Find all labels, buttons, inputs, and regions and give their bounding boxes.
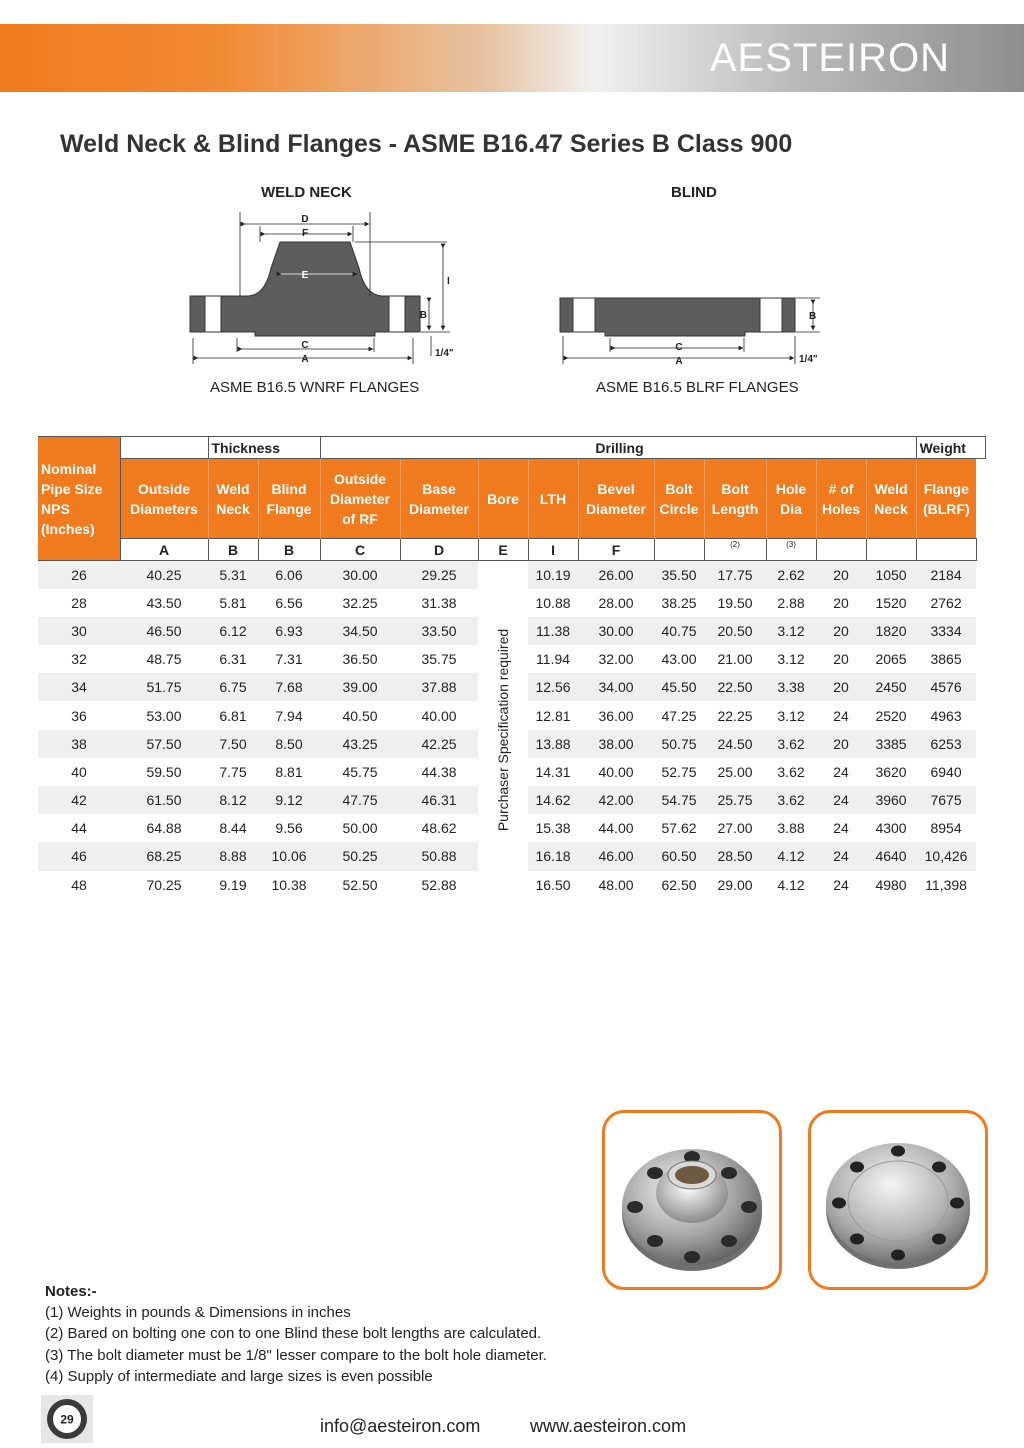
table-cell: 2450 xyxy=(866,673,916,701)
table-cell: 7.68 xyxy=(258,673,320,701)
table-cell: 26.00 xyxy=(578,561,654,589)
table-cell: 42.00 xyxy=(578,786,654,814)
table-cell: 10.06 xyxy=(258,842,320,870)
blind-dim-c-label: C xyxy=(675,342,683,353)
table-cell: 8.12 xyxy=(208,786,258,814)
header-blind-flange-thickness: Blind Flange xyxy=(258,459,320,539)
table-cell: 24 xyxy=(816,842,866,870)
header-weight-flange: Flange (BLRF) xyxy=(916,459,976,539)
page-badge xyxy=(41,1395,93,1443)
table-cell: 14.31 xyxy=(535,763,571,780)
dim-a-label: A xyxy=(301,354,309,365)
table-cell: 50.75 xyxy=(654,730,704,758)
header-outside-diameter-rf: Outside Diameter of RF xyxy=(320,459,400,539)
table-cell: 24.50 xyxy=(704,730,766,758)
table-cell: 57.50 xyxy=(120,730,208,758)
group-thickness: Thickness xyxy=(208,437,320,459)
dim-i-label: I xyxy=(447,276,450,287)
table-cell: 48.75 xyxy=(146,651,182,668)
table-cell: 3.38 xyxy=(766,673,816,701)
table-cell: 40.00 xyxy=(421,707,457,724)
blind-flange-photo xyxy=(808,1110,988,1290)
bore-note-cell xyxy=(478,561,528,899)
table-cell: 8.81 xyxy=(275,763,303,780)
table-cell: 7.75 xyxy=(219,763,247,780)
table-cell: 46 xyxy=(38,842,120,870)
table-cell: 19.50 xyxy=(717,594,753,611)
table-cell: 6.81 xyxy=(219,707,247,724)
table-cell: 6.56 xyxy=(275,594,303,611)
table-cell: 22.50 xyxy=(704,673,766,701)
table-cell: 5.81 xyxy=(219,594,247,611)
table-cell: 40.75 xyxy=(654,617,704,645)
weld-neck-flange-icon xyxy=(605,1113,779,1287)
header-outside-diameters: Outside Diameters xyxy=(120,459,208,539)
table-cell: 50.88 xyxy=(400,842,478,870)
table-cell: 54.75 xyxy=(654,786,704,814)
table-cell: 16.18 xyxy=(528,842,578,870)
table-cell: 50.25 xyxy=(320,842,400,870)
table-cell: 35.50 xyxy=(654,561,704,589)
table-cell: 15.38 xyxy=(535,820,571,837)
nps-header-line: (Inches) xyxy=(41,520,95,537)
table-cell: 45.75 xyxy=(342,763,378,780)
dim-d-label: D xyxy=(301,214,309,225)
table-cell: 48.00 xyxy=(598,876,634,893)
table-cell: 7.94 xyxy=(275,707,303,724)
table-cell: 48.62 xyxy=(421,820,457,837)
table-cell: 4980 xyxy=(875,876,907,893)
table-cell: 38 xyxy=(38,730,120,758)
table-cell: 1050 xyxy=(866,561,916,589)
table-cell: 11,398 xyxy=(925,876,967,893)
table-cell: 5.31 xyxy=(208,561,258,589)
blind-dim-b-label: B xyxy=(809,311,817,322)
table-cell: 3.88 xyxy=(777,820,805,837)
table-cell: 6253 xyxy=(916,730,976,758)
footer-website-link[interactable]: www.aesteiron.com xyxy=(530,1416,687,1436)
header-weld-neck-thickness: Weld Neck xyxy=(208,459,258,539)
table-cell: 10.38 xyxy=(271,876,307,893)
table-cell: 2184 xyxy=(916,561,976,589)
table-cell: 47.25 xyxy=(661,707,697,724)
table-cell: 3334 xyxy=(916,617,976,645)
footnote-mark-2: (2) xyxy=(730,539,740,549)
table-cell: 70.25 xyxy=(146,876,182,893)
table-cell: 12.56 xyxy=(528,673,578,701)
table-cell: 34.00 xyxy=(578,673,654,701)
blind-flange-icon xyxy=(811,1113,985,1287)
page-number-icon xyxy=(41,1395,93,1443)
letter-cell xyxy=(766,539,816,561)
nps-header xyxy=(38,437,120,561)
table-cell: 37.88 xyxy=(400,673,478,701)
table-cell: 6940 xyxy=(930,763,962,780)
table-cell: 3620 xyxy=(875,763,907,780)
table-cell: 10.88 xyxy=(535,594,571,611)
table-cell: 51.75 xyxy=(120,673,208,701)
blind-dim-a-label: A xyxy=(675,356,683,367)
table-cell: 7.31 xyxy=(275,651,303,668)
table-row xyxy=(38,561,986,589)
header-bevel-diameter: Bevel Diameter xyxy=(578,459,654,539)
table-cell: 6.75 xyxy=(208,673,258,701)
table-cell: 2.62 xyxy=(766,561,816,589)
table-cell: 29.25 xyxy=(400,561,478,589)
table-cell: 4640 xyxy=(866,842,916,870)
table-cell: 40.00 xyxy=(598,763,634,780)
table-cell: 2065 xyxy=(875,651,907,668)
table-cell: 3.12 xyxy=(777,651,805,668)
header-hole-dia: Hole Dia xyxy=(766,459,816,539)
table-cell: 9.56 xyxy=(275,820,303,837)
table-cell: 10,426 xyxy=(916,842,976,870)
letter-cell: E xyxy=(478,539,528,561)
table-cell: 48 xyxy=(71,876,87,893)
table-cell: 28.50 xyxy=(704,842,766,870)
table-cell: 24 xyxy=(816,786,866,814)
letter-cell xyxy=(816,539,866,561)
table-cell: 4963 xyxy=(930,707,962,724)
table-cell: 25.75 xyxy=(704,786,766,814)
nps-header-line: NPS xyxy=(41,500,70,517)
nps-header-line: Nominal xyxy=(41,460,97,477)
table-cell: 28 xyxy=(71,594,87,611)
letter-cell xyxy=(866,539,916,561)
blind-dim-quarter-label: 1/4" xyxy=(799,354,818,365)
letter-cell xyxy=(916,539,976,561)
table-cell: 7675 xyxy=(916,786,976,814)
note-item: (2) Bared on bolting one con to one Blind these bolt lengths are calculated. xyxy=(45,1325,542,1342)
letter-cell: A xyxy=(120,539,208,561)
letter-cell: I xyxy=(528,539,578,561)
note-item: (4) Supply of intermediate and large sizes is even possible xyxy=(45,1368,433,1385)
table-cell: 52.88 xyxy=(421,876,457,893)
letter-cell: B xyxy=(258,539,320,561)
table-cell: 6.06 xyxy=(258,561,320,589)
page-number: 29 xyxy=(60,1412,74,1427)
table-cell: 39.00 xyxy=(320,673,400,701)
table-cell: 11.38 xyxy=(528,617,578,645)
table-cell: 29.00 xyxy=(717,876,753,893)
table-cell: 50.00 xyxy=(342,820,378,837)
table-cell: 24 xyxy=(833,763,849,780)
table-cell: 33.50 xyxy=(400,617,478,645)
table-cell: 9.19 xyxy=(219,876,247,893)
table-cell: 40.50 xyxy=(342,707,378,724)
dim-c-label: C xyxy=(301,340,309,351)
dim-b-label: B xyxy=(419,310,427,321)
letter-cell xyxy=(654,539,704,561)
header-num-holes: # of Holes xyxy=(816,459,866,539)
table-cell: 44.00 xyxy=(598,820,634,837)
table-cell: 1520 xyxy=(875,594,907,611)
table-cell: 24 xyxy=(833,876,849,893)
table-cell: 20 xyxy=(816,730,866,758)
header-bore: Bore xyxy=(478,459,528,539)
table-cell: 43.50 xyxy=(146,594,182,611)
brand-logo: AESTEIRON xyxy=(709,36,950,80)
table-cell: 34.50 xyxy=(320,617,400,645)
table-cell: 52.50 xyxy=(342,876,378,893)
page-title: Weld Neck & Blind Flanges - ASME B16.47 Series B Class 900 xyxy=(60,130,793,158)
table-cell: 42.25 xyxy=(400,730,478,758)
table-cell: 35.75 xyxy=(421,651,457,668)
table-cell: 64.88 xyxy=(146,820,182,837)
group-blank xyxy=(120,437,208,459)
table-cell: 34 xyxy=(38,673,120,701)
note-item: (3) The bolt diameter must be 1/8" lesser compare to the bolt hole diameter. xyxy=(45,1347,547,1364)
table-cell: 3.62 xyxy=(777,763,805,780)
table-cell: 20 xyxy=(816,561,866,589)
table-cell: 38.25 xyxy=(661,594,697,611)
header-base-diameter: Base Diameter xyxy=(400,459,478,539)
header-weight-weld-neck: Weld Neck xyxy=(866,459,916,539)
table-cell: 1820 xyxy=(866,617,916,645)
weld-neck-diagram xyxy=(185,208,465,368)
header-bolt-circle: Bolt Circle xyxy=(654,459,704,539)
table-cell: 31.38 xyxy=(421,594,457,611)
table-cell: 38.00 xyxy=(578,730,654,758)
table-cell: 14.62 xyxy=(528,786,578,814)
table-cell: 32.25 xyxy=(342,594,378,611)
table-cell: 61.50 xyxy=(120,786,208,814)
table-cell: 16.50 xyxy=(535,876,571,893)
table-cell: 46.00 xyxy=(578,842,654,870)
table-cell: 40 xyxy=(71,763,87,780)
table-cell: 43.25 xyxy=(320,730,400,758)
table-cell: 13.88 xyxy=(528,730,578,758)
table-cell: 47.75 xyxy=(320,786,400,814)
table-cell: 24 xyxy=(833,820,849,837)
table-cell: 8954 xyxy=(930,820,962,837)
weld-neck-label: WELD NECK xyxy=(261,184,352,201)
letter-cell: D xyxy=(400,539,478,561)
note-item: (1) Weights in pounds & Dimensions in inches xyxy=(45,1304,351,1321)
table-cell: 52.75 xyxy=(661,763,697,780)
table-cell: 44 xyxy=(71,820,87,837)
table-cell: 44.38 xyxy=(421,763,457,780)
table-cell: 57.62 xyxy=(661,820,697,837)
blind-label: BLIND xyxy=(671,184,717,201)
table-cell: 45.50 xyxy=(654,673,704,701)
letter-cell: F xyxy=(578,539,654,561)
table-cell: 40.25 xyxy=(120,561,208,589)
table-cell: 68.25 xyxy=(120,842,208,870)
table-cell: 7.50 xyxy=(208,730,258,758)
table-cell: 11.94 xyxy=(536,651,571,668)
letter-cell xyxy=(704,539,766,561)
table-cell: 30 xyxy=(38,617,120,645)
table-cell: 3865 xyxy=(930,651,962,668)
table-cell: 36.50 xyxy=(342,651,378,668)
table-cell: 22.25 xyxy=(717,707,753,724)
dim-e-label: E xyxy=(301,270,309,281)
table-cell: 8.44 xyxy=(219,820,247,837)
bore-note: Purchaser Specification required xyxy=(495,628,512,832)
table-cell: 36.00 xyxy=(598,707,634,724)
header-bolt-length: Bolt Length xyxy=(704,459,766,539)
table-cell: 32 xyxy=(71,651,87,668)
table-cell: 46.31 xyxy=(400,786,478,814)
blind-diagram xyxy=(555,292,835,372)
table-cell: 43.00 xyxy=(661,651,697,668)
table-body xyxy=(38,561,986,899)
dim-quarter-label: 1/4" xyxy=(435,348,454,359)
table-cell: 6.12 xyxy=(208,617,258,645)
table-cell: 6.93 xyxy=(258,617,320,645)
group-drilling: Drilling xyxy=(320,437,916,459)
table-cell: 12.81 xyxy=(535,707,571,724)
table-cell: 36 xyxy=(71,707,87,724)
nps-header-line: Pipe Size xyxy=(41,480,103,497)
letter-cell: B xyxy=(208,539,258,561)
table-cell: 20 xyxy=(833,651,849,668)
table-cell: 8.88 xyxy=(208,842,258,870)
notes-title: Notes:- xyxy=(45,1283,97,1300)
dim-f-label: F xyxy=(301,228,309,239)
table-cell: 20 xyxy=(816,617,866,645)
table-cell: 4576 xyxy=(916,673,976,701)
table-cell: 62.50 xyxy=(661,876,697,893)
table-cell: 20 xyxy=(816,673,866,701)
table-cell: 3.62 xyxy=(766,786,816,814)
table-cell: 26 xyxy=(38,561,120,589)
table-cell: 3960 xyxy=(866,786,916,814)
table-cell: 20.50 xyxy=(704,617,766,645)
table-cell: 6.31 xyxy=(219,651,247,668)
table-cell: 20 xyxy=(833,594,849,611)
table-cell: 53.00 xyxy=(146,707,182,724)
table-cell: 30.00 xyxy=(320,561,400,589)
table-cell: 28.00 xyxy=(598,594,634,611)
table-cell: 4.12 xyxy=(777,876,805,893)
table-cell: 32.00 xyxy=(598,651,634,668)
group-weight: Weight xyxy=(916,437,985,459)
table-cell: 17.75 xyxy=(704,561,766,589)
header-bar xyxy=(0,24,1024,92)
table-cell: 24 xyxy=(833,707,849,724)
table-cell: 3.12 xyxy=(777,707,805,724)
table-cell: 42 xyxy=(38,786,120,814)
table-cell: 59.50 xyxy=(146,763,182,780)
table-cell: 60.50 xyxy=(654,842,704,870)
table-cell: 27.00 xyxy=(717,820,753,837)
footer-email-link[interactable]: info@aesteiron.com xyxy=(320,1416,481,1436)
letter-cell: C xyxy=(320,539,400,561)
footnote-mark-3: (3) xyxy=(786,539,796,549)
table-cell: 9.12 xyxy=(258,786,320,814)
table-cell: 25.00 xyxy=(717,763,753,780)
weld-neck-caption: ASME B16.5 WNRF FLANGES xyxy=(210,379,420,396)
blind-caption: ASME B16.5 BLRF FLANGES xyxy=(596,379,799,396)
table-cell: 21.00 xyxy=(717,651,753,668)
table-cell: 2520 xyxy=(875,707,907,724)
table-cell: 8.50 xyxy=(258,730,320,758)
table-cell: 3.12 xyxy=(766,617,816,645)
weld-neck-flange-photo xyxy=(602,1110,782,1290)
table-cell: 4300 xyxy=(875,820,907,837)
table-cell: 10.19 xyxy=(528,561,578,589)
table-cell: 30.00 xyxy=(578,617,654,645)
table-cell: 2762 xyxy=(930,594,962,611)
table-cell: 4.12 xyxy=(766,842,816,870)
table-cell: 46.50 xyxy=(120,617,208,645)
spec-table xyxy=(38,436,986,899)
header-lth: LTH xyxy=(528,459,578,539)
table-cell: 3385 xyxy=(866,730,916,758)
table-cell: 2.88 xyxy=(777,594,805,611)
table-cell: 3.62 xyxy=(766,730,816,758)
